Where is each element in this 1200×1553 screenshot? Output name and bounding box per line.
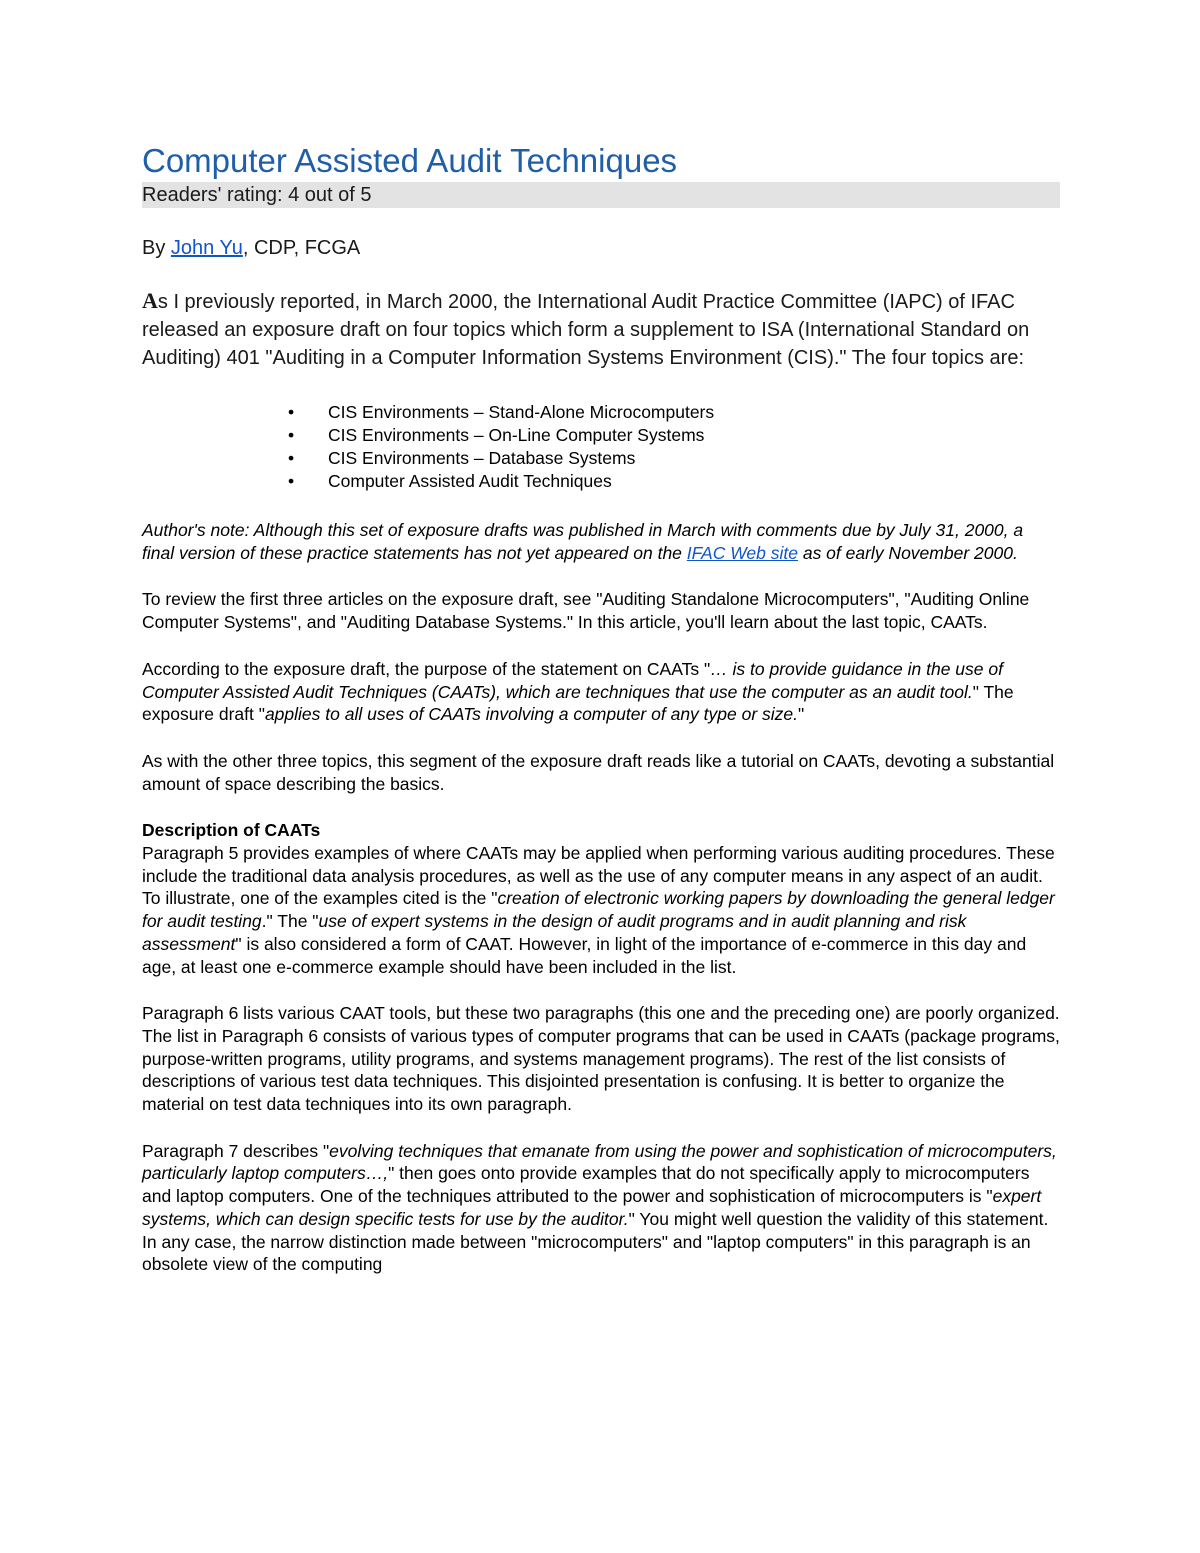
- section-heading: Description of CAATs: [142, 820, 321, 841]
- byline-credentials: , CDP, FCGA: [242, 237, 361, 259]
- purpose-quote-2: applies to all uses of CAATs involving a computer of any type or size.: [264, 704, 799, 725]
- list-item: [288, 470, 1060, 493]
- authors-note: [142, 519, 1060, 564]
- purpose-text-2: " The exposure draft ": [142, 681, 1014, 725]
- note-text-before: Author's note: Although this set of exposure drafts was published in March with comments due by July 31, 2000, a final version of these practice statements has not yet appeared on the: [142, 520, 1024, 563]
- document-page: [142, 140, 1060, 1276]
- paragraph-5: [142, 842, 1060, 978]
- paragraph-6: Paragraph 6 lists various CAAT tools, but these two paragraphs (this one and the preceding one) are poorly organized. The list in Paragraph 6 consists of various types of computer programs that can be used in CAATs (package programs, purpose-written programs, utility programs, and systems management programs). The rest of the list consists of descriptions of various test data techniques. This disjointed presentation is confusing. It is better to organize the material on test data techniques into its own paragraph.: [142, 1003, 1060, 1115]
- author-link[interactable]: John Yu: [170, 237, 243, 259]
- purpose-text-1: According to the exposure draft, the purpose of the statement on CAATs ": [142, 658, 711, 679]
- bullet-icon: •: [288, 448, 295, 468]
- ifac-web-site-link[interactable]: [687, 543, 798, 563]
- topic-text: CIS Environments – Stand-Alone Microcomputers: [328, 402, 715, 422]
- para5-text-1: Paragraph 5 provides examples of where CAATs may be applied when performing various auditing procedures. These include the traditional data analysis procedures, as well as the use of any computer means in any aspect of an audit. To illustrate, one of the examples cited is the ": [142, 843, 1055, 909]
- para5-quote-2: use of expert systems in the design of audit programs and in audit planning and risk assessment: [142, 911, 967, 954]
- topic-text: CIS Environments – Database Systems: [328, 448, 636, 468]
- purpose-paragraph: [142, 658, 1060, 726]
- review-paragraph: To review the first three articles on the exposure draft, see "Auditing Standalone Microcomputers", "Auditing Online Computer Systems", and "Auditing Database Systems." In this article, you'll learn about the last topic, CAATs.: [142, 589, 1030, 633]
- bullet-icon: •: [288, 402, 295, 422]
- topic-text: CIS Environments – On-Line Computer Systems: [328, 425, 705, 445]
- bullet-icon: •: [288, 425, 295, 445]
- bullet-icon: •: [288, 471, 295, 491]
- para7-text-1: Paragraph 7 describes ": [142, 1140, 330, 1161]
- article-title: Computer Assisted Audit Techniques: [142, 142, 678, 179]
- list-item: [288, 424, 1060, 447]
- para7-quote-2: expert systems, which can design specific tests for use by the auditor.: [142, 1186, 1042, 1229]
- topic-text: Computer Assisted Audit Techniques: [328, 471, 612, 491]
- para5-quote-1: creation of electronic working papers by downloading the general ledger for audit testing: [142, 888, 1055, 932]
- para7-quote-1: evolving techniques that emanate from using the power and sophistication of microcomputers, particularly laptop computers…,: [142, 1140, 1057, 1184]
- topics-list: [142, 401, 1060, 493]
- para5-text-3: " is also considered a form of CAAT. However, in light of the importance of e-commerce in this day and age, at least one e-commerce example should have been included in the list.: [142, 933, 1027, 977]
- para7-text-3: " You might well question the validity of this statement. In any case, the narrow distinction made between "microcomputers" and "laptop computers" in this paragraph is an obsolete view of the computing: [142, 1208, 1049, 1275]
- intro-paragraph: [142, 287, 1060, 372]
- paragraph-7: [142, 1140, 1060, 1276]
- note-text-after: as of early November 2000.: [797, 542, 1018, 563]
- para5-text-2: ." The ": [261, 911, 319, 932]
- purpose-text-3: ": [798, 704, 805, 725]
- list-item: [288, 447, 1060, 470]
- para7-text-2: " then goes onto provide examples that do not specifically apply to microcomputers and laptop computers. One of the techniques attributed to the power and sophistication of microcomputers is ": [142, 1163, 1030, 1207]
- ifac-link-text: IFAC Web site: [686, 542, 798, 563]
- byline: [142, 235, 1060, 261]
- list-item: [288, 401, 1060, 424]
- purpose-quote-1: … is to provide guidance in the use of Computer Assisted Audit Techniques (CAATs), which are techniques that use the computer as an audit tool.: [142, 658, 1003, 702]
- intro-text: s I previously reported, in March 2000, the International Audit Practice Committee (IAPC) of IFAC released an exposure draft on four topics which form a supplement to ISA (International Standard on Auditing) 401 "Auditing in a Computer Information Systems Environment (CIS)." The four topics are:: [142, 291, 1030, 369]
- byline-prefix: By: [142, 237, 171, 259]
- drop-cap: A: [142, 288, 158, 313]
- readers-rating-bar: Readers' rating: 4 out of 5: [142, 182, 1060, 208]
- tutorial-paragraph: As with the other three topics, this segment of the exposure draft reads like a tutorial on CAATs, devoting a substantial amount of space describing the basics.: [142, 750, 1055, 794]
